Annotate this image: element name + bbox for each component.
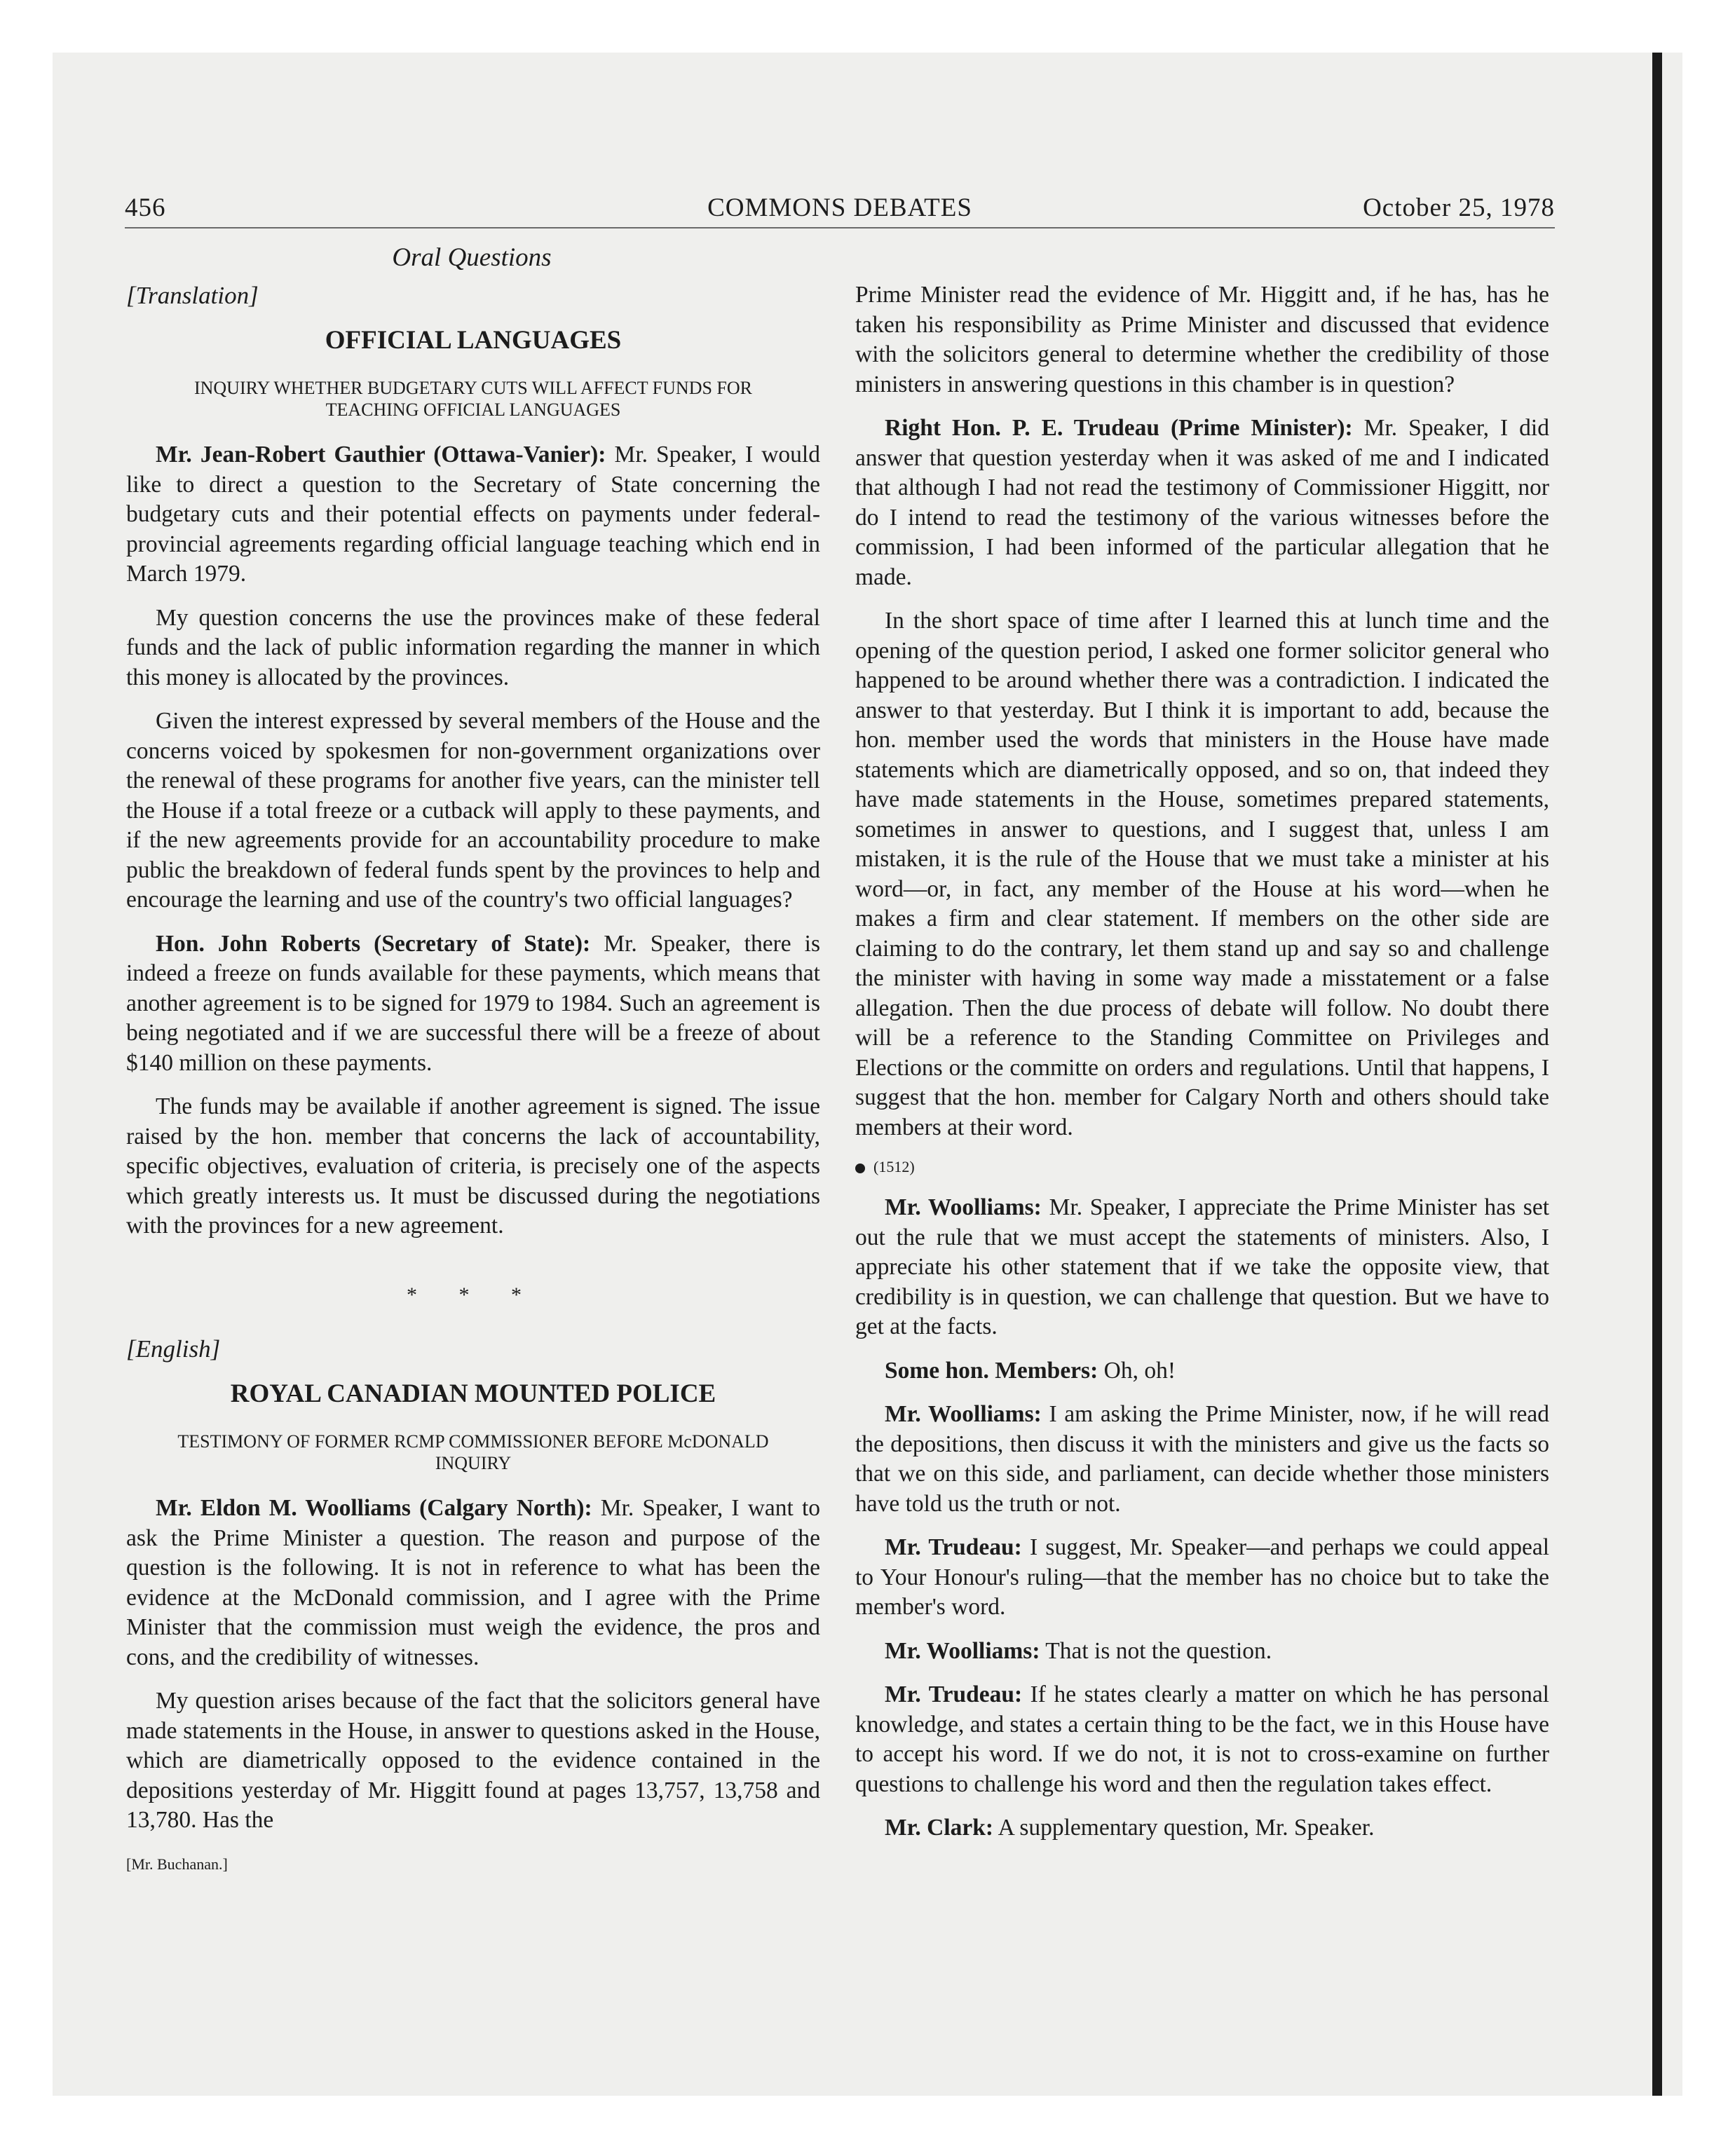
- speaker-name: Right Hon. P. E. Trudeau (Prime Minister):: [885, 415, 1353, 441]
- page-number: 456: [125, 193, 166, 222]
- paragraph: [855, 1813, 1549, 1843]
- speaker-name: Mr. Trudeau:: [885, 1534, 1022, 1560]
- paragraph: [855, 414, 1549, 592]
- paragraph: My question arises because of the fact that the solicitors general have made statements in the House, in answer to questions asked in the House, which are diametrically opposed to the evidence contained in the depositions yesterday of Mr. Higgitt found at pages 13,757, 13,758 and 13,780. Has the: [126, 1688, 820, 1833]
- left-column: [126, 280, 820, 1879]
- bullet-icon: [855, 1164, 865, 1173]
- section-subheading: INQUIRY WHETHER BUDGETARY CUTS WILL AFFECT FUNDS FOR TEACHING OFFICIAL LANGUAGES: [193, 378, 753, 420]
- paragraph: Given the interest expressed by several members of the House and the concerns voiced by spokesmen for non-government organizations over the renewal of these programs for another five years, can the minister tell the House if a total freeze or a cutback will apply to these payments, and if the new agreements provide for an accountability procedure to make public the breakdown of federal funds spent by the provinces to help and encourage the learning and use of the country's two official languages?: [126, 708, 820, 913]
- speaker-name: Mr. Trudeau:: [885, 1681, 1023, 1707]
- paragraph: In the short space of time after I learned this at lunch time and the opening of the question period, I asked one former solicitor general who happened to be around whether there was a contradiction. I indicated the answer to that yesterday. But I think it is important to add, because the hon. member used the words that ministers in the House have made statements which are diametrically opposed, and so on, that indeed they have made statements in the House, sometimes prepared statements, sometimes in answer to questions, and I suggest that, unless I am mistaken, it is the rule of the House that we must take a minister at his word—or, in fact, any member of the House at his word—when he makes a firm and clear statement. If members on the other side are claiming to do the contrary, let them stand up and say so and challenge the minister with having in some way made a misstatement or a false allegation. Then the due process of debate will follow. No doubt there will be a reference to the Standing Committee on Privileges and Elections or the committe on orders and regulations. Until that happens, I suggest that the hon. member for Calgary North and others should take members at their word.: [855, 608, 1549, 1140]
- paragraph: [855, 1356, 1549, 1386]
- paragraph: My question concerns the use the provinces make of these federal funds and the lack of public information regarding the manner in which this money is allocated by the provinces.: [126, 604, 820, 690]
- speech-text: Oh, oh!: [1103, 1357, 1176, 1384]
- paragraph: [855, 1533, 1549, 1623]
- footnote-speaker: [Mr. Buchanan.]: [126, 1855, 228, 1873]
- speech-text: Mr. Speaker, I did answer that question yesterday when it was asked of me and I indicated that although I had not read the testimony of Commissioner Higgitt, nor do I intend to read the testimony of the various witnesses before the commission, I had been informed of the particular allegation that he made.: [855, 415, 1549, 590]
- speaker-name: Mr. Clark:: [885, 1815, 994, 1841]
- journal-title: COMMONS DEBATES: [707, 193, 972, 222]
- speaker-name: Mr. Eldon M. Woolliams (Calgary North):: [156, 1495, 592, 1521]
- speech-text: Mr. Speaker, I want to ask the Prime Minister a question. The reason and purpose of the question is the following. It is not in reference to what has been the evidence at the McDonald commission, and I agree with the Prime Minister that the commission must weigh the evidence, the pros and cons, and the credibility of witnesses.: [126, 1495, 820, 1670]
- running-header: [125, 191, 1555, 228]
- speech-text: Mr. Speaker, I appreciate the Prime Minister has set out the rule that we must accept the statements of ministers. Also, I appreciate his other statement that if we take the opposite view, that credibility is in question, we can challenge that question. But we have to get at the facts.: [855, 1194, 1549, 1339]
- paragraph: Prime Minister read the evidence of Mr. Higgitt and, if he has, has he taken his responsibility as Prime Minister and discussed that evidence with the solicitors general to determine whether the credibility of those ministers in answering questions in this chamber is in question?: [855, 282, 1549, 397]
- language-tag: [Translation]: [126, 282, 259, 309]
- speech-text: I suggest, Mr. Speaker—and perhaps we could appeal to Your Honour's ruling—that the member has no choice but to take the member's word.: [855, 1534, 1549, 1620]
- paragraph: [126, 440, 820, 589]
- paragraph: [855, 1400, 1549, 1519]
- paragraph: [855, 1637, 1549, 1667]
- speaker-name: Hon. John Roberts (Secretary of State):: [156, 930, 591, 957]
- section-heading: ROYAL CANADIAN MOUNTED POLICE: [230, 1379, 716, 1408]
- issue-date: October 25, 1978: [1363, 193, 1555, 222]
- section-label: Oral Questions: [392, 243, 552, 272]
- paragraph: [855, 1193, 1549, 1342]
- speech-text: I am asking the Prime Minister, now, if he will read the depositions, then discuss it with the ministers and give us the facts so that we on this side, and parliament, can decide whether those ministers have told us the truth or not.: [855, 1401, 1550, 1517]
- paragraph: [855, 1680, 1549, 1799]
- timestamp-text: (1512): [873, 1158, 915, 1175]
- speech-text: If he states clearly a matter on which he has personal knowledge, and states a certain thing to be the fact, we in this House have to accept his word. If we do not, it is not to cross-examine on further questions to challenge his word and then the regulation takes effect.: [855, 1681, 1549, 1797]
- speech-text: A supplementary question, Mr. Speaker.: [998, 1815, 1375, 1841]
- section-heading: OFFICIAL LANGUAGES: [325, 326, 622, 355]
- right-column: [855, 280, 1549, 1857]
- speaker-name: Mr. Woolliams:: [885, 1194, 1042, 1220]
- speaker-name: Mr. Jean-Robert Gauthier (Ottawa-Vanier):: [156, 442, 606, 468]
- speech-text: Mr. Speaker, I would like to direct a question to the Secretary of State concerning the budgetary cuts and their potential effects on payments under federal-provincial agreements regarding official language teaching which end in March 1979.: [126, 442, 820, 587]
- paragraph: [126, 1494, 820, 1672]
- section-break: * * *: [407, 1283, 540, 1306]
- language-tag: [English]: [126, 1335, 221, 1363]
- page-edge-shadow: [1652, 53, 1662, 2096]
- speaker-name: Mr. Woolliams:: [885, 1401, 1042, 1427]
- speech-text: That is not the question.: [1045, 1637, 1272, 1664]
- timestamp-marker: [855, 1157, 1549, 1178]
- section-subheading: TESTIMONY OF FORMER RCMP COMMISSIONER BEFORE McDONALD INQUIRY: [177, 1431, 769, 1473]
- speech-text: Mr. Speaker, there is indeed a freeze on funds available for these payments, which means that another agreement is to be signed for 1979 to 1984. Such an agreement is being negotiated and if we are successful there will be a freeze of about $140 million on these payments.: [126, 930, 820, 1076]
- paragraph: [126, 929, 820, 1079]
- paragraph: The funds may be available if another agreement is signed. The issue raised by the hon. member that concerns the lack of accountability, specific objectives, evaluation of criteria, is precisely one of the aspects which greatly interests us. It must be discussed during the negotiations with the provinces for a new agreement.: [126, 1093, 820, 1239]
- speaker-name: Mr. Woolliams:: [885, 1637, 1040, 1664]
- speaker-name: Some hon. Members:: [885, 1357, 1098, 1384]
